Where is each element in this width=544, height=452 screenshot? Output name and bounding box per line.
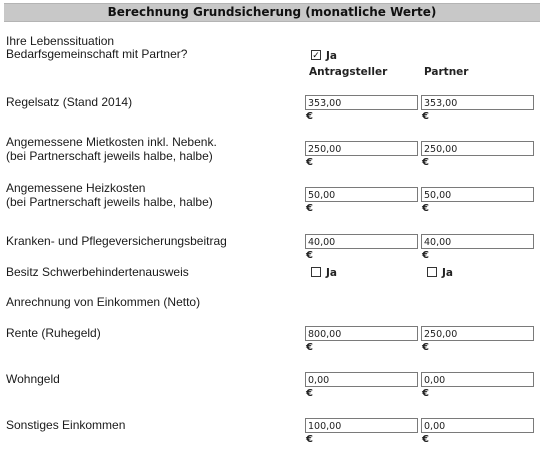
page-title: Berechnung Grundsicherung (monatliche Werte) — [4, 3, 540, 22]
regelsatz-applicant-input[interactable]: 353,00 — [305, 95, 418, 110]
heiz-partner-input[interactable]: 50,00 — [421, 187, 534, 202]
heiz-applicant-input[interactable]: 50,00 — [305, 187, 418, 202]
checkmark-icon: ✓ — [312, 50, 320, 60]
miete-label: Angemessene Mietkosten inkl. Nebenk. — [6, 135, 217, 149]
currency-symbol: € — [306, 434, 313, 445]
currency-symbol: € — [422, 388, 429, 399]
kv-partner-input[interactable]: 40,00 — [421, 234, 534, 249]
wohngeld-partner-input[interactable]: 0,00 — [421, 372, 534, 387]
currency-symbol: € — [422, 342, 429, 353]
wohngeld-applicant-input[interactable]: 0,00 — [305, 372, 418, 387]
heiz-label: Angemessene Heizkosten — [6, 181, 146, 195]
rente-label: Rente (Ruhegeld) — [6, 326, 101, 340]
sonstiges-label: Sonstiges Einkommen — [6, 418, 126, 432]
situation-label: Ihre Lebenssituation — [6, 34, 115, 48]
miete-applicant-input[interactable]: 250,00 — [305, 141, 418, 156]
column-header-applicant: Antragsteller — [309, 66, 388, 78]
rente-applicant-input[interactable]: 800,00 — [305, 326, 418, 341]
partner-checkbox[interactable] — [311, 50, 321, 60]
miete-sublabel: (bei Partnerschaft jeweils halbe, halbe) — [6, 149, 213, 163]
currency-symbol: € — [422, 111, 429, 122]
currency-symbol: € — [306, 157, 313, 168]
schwerbehindert-label: Besitz Schwerbehindertenausweis — [6, 265, 189, 279]
currency-symbol: € — [422, 250, 429, 261]
currency-symbol: € — [306, 111, 313, 122]
kv-applicant-input[interactable]: 40,00 — [305, 234, 418, 249]
heiz-sublabel: (bei Partnerschaft jeweils halbe, halbe) — [6, 195, 213, 209]
currency-symbol: € — [306, 250, 313, 261]
partner-question-label: Bedarfsgemeinschaft mit Partner? — [6, 47, 188, 61]
partner-checkbox-label: Ja — [326, 50, 337, 62]
currency-symbol: € — [422, 157, 429, 168]
schwerbehindert-partner-label: Ja — [442, 267, 453, 279]
currency-symbol: € — [422, 203, 429, 214]
sonstiges-partner-input[interactable]: 0,00 — [421, 418, 534, 433]
currency-symbol: € — [306, 388, 313, 399]
wohngeld-label: Wohngeld — [6, 372, 60, 386]
regelsatz-label: Regelsatz (Stand 2014) — [6, 95, 133, 109]
currency-symbol: € — [422, 434, 429, 445]
schwerbehindert-partner-checkbox[interactable] — [427, 267, 437, 277]
schwerbehindert-applicant-checkbox[interactable] — [311, 267, 321, 277]
column-header-partner: Partner — [424, 66, 469, 78]
miete-partner-input[interactable]: 250,00 — [421, 141, 534, 156]
sonstiges-applicant-input[interactable]: 100,00 — [305, 418, 418, 433]
einkommen-heading: Anrechnung von Einkommen (Netto) — [6, 295, 201, 309]
currency-symbol: € — [306, 342, 313, 353]
rente-partner-input[interactable]: 250,00 — [421, 326, 534, 341]
regelsatz-partner-input[interactable]: 353,00 — [421, 95, 534, 110]
kv-label: Kranken- und Pflegeversicherungsbeitrag — [6, 234, 227, 248]
schwerbehindert-applicant-label: Ja — [326, 267, 337, 279]
currency-symbol: € — [306, 203, 313, 214]
